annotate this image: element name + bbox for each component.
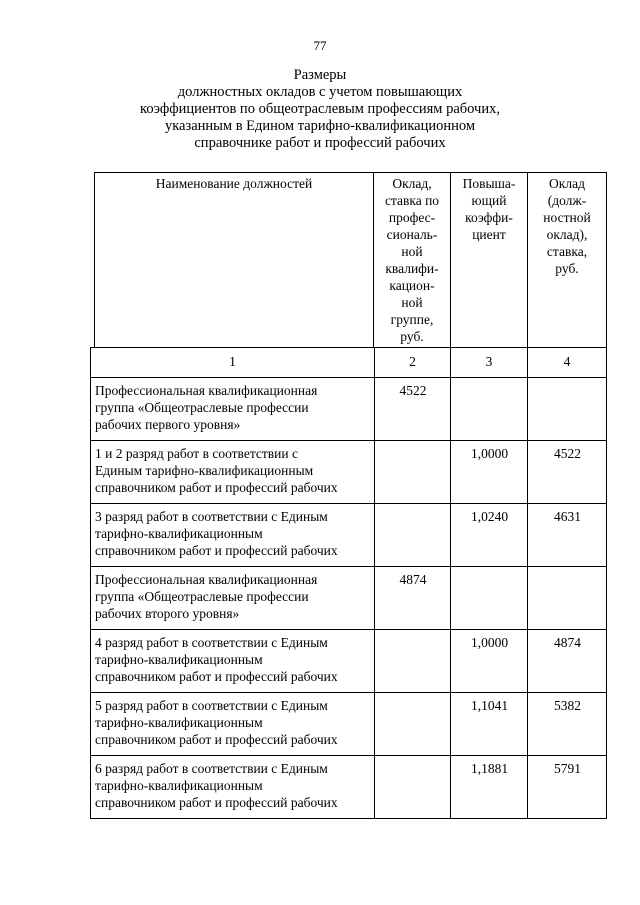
- base-salary: [375, 756, 451, 819]
- coefficient: 1,1881: [451, 756, 528, 819]
- position-name: Профессиональная квалификационная группа «Общеотраслевые профессии рабочих второго уровня»: [91, 567, 375, 630]
- title-line: должностных окладов с учетом повышающих: [177, 84, 463, 100]
- coefficient: 1,0000: [451, 441, 528, 504]
- table-row: [91, 567, 607, 630]
- coefficient: 1,0000: [451, 630, 528, 693]
- header-total-col: Оклад (долж- ностной оклад), ставка, руб.: [528, 173, 607, 348]
- header-name-col: Наименование должностей: [95, 173, 374, 348]
- salary-table: [90, 347, 607, 819]
- position-name: 1 и 2 разряд работ в соответствии с Единым тарифно-квалификационным справочником работ и профессий рабочих: [91, 441, 375, 504]
- table-header: [94, 172, 607, 348]
- total-salary: 5791: [528, 756, 607, 819]
- column-number-row: [91, 348, 607, 378]
- position-name: 5 разряд работ в соответствии с Единым тарифно-квалификационным справочником работ и профессий рабочих: [91, 693, 375, 756]
- base-salary: [375, 630, 451, 693]
- coefficient: [451, 567, 528, 630]
- base-salary: 4522: [375, 378, 451, 441]
- header-coef-col: Повыша- ющий коэффи- циент: [451, 173, 528, 348]
- base-salary: [375, 693, 451, 756]
- coefficient: 1,0240: [451, 504, 528, 567]
- table-row: [91, 378, 607, 441]
- title-line: указанным в Едином тарифно-квалификационном: [164, 118, 476, 134]
- total-salary: 4874: [528, 630, 607, 693]
- coefficient: 1,1041: [451, 693, 528, 756]
- table-row: [91, 756, 607, 819]
- total-salary: 4522: [528, 441, 607, 504]
- total-salary: [528, 567, 607, 630]
- table-row: [91, 441, 607, 504]
- column-number: 2: [375, 348, 451, 378]
- position-name: 3 разряд работ в соответствии с Единым тарифно-квалификационным справочником работ и профессий рабочих: [91, 504, 375, 567]
- title-line: Размеры: [293, 67, 347, 83]
- position-name: Профессиональная квалификационная группа «Общеотраслевые профессии рабочих первого уровня»: [91, 378, 375, 441]
- column-number: 1: [91, 348, 375, 378]
- column-number: 3: [451, 348, 528, 378]
- total-salary: [528, 378, 607, 441]
- title-line: справочнике работ и профессий рабочих: [194, 135, 446, 151]
- header-salary-col: Оклад, ставка по профес- сиональ- ной квалифи- кацион- ной группе, руб.: [374, 173, 451, 348]
- position-name: 4 разряд работ в соответствии с Единым тарифно-квалификационным справочником работ и профессий рабочих: [91, 630, 375, 693]
- table-row: [91, 504, 607, 567]
- coefficient: [451, 378, 528, 441]
- page-number: 77: [313, 38, 327, 53]
- base-salary: [375, 504, 451, 567]
- base-salary: 4874: [375, 567, 451, 630]
- total-salary: 5382: [528, 693, 607, 756]
- base-salary: [375, 441, 451, 504]
- column-number: 4: [528, 348, 607, 378]
- document-title: [0, 67, 640, 152]
- position-name: 6 разряд работ в соответствии с Единым тарифно-квалификационным справочником работ и профессий рабочих: [91, 756, 375, 819]
- table-row: [91, 630, 607, 693]
- table-row: [91, 693, 607, 756]
- total-salary: 4631: [528, 504, 607, 567]
- title-line: коэффициентов по общеотраслевым профессиям рабочих,: [140, 101, 500, 117]
